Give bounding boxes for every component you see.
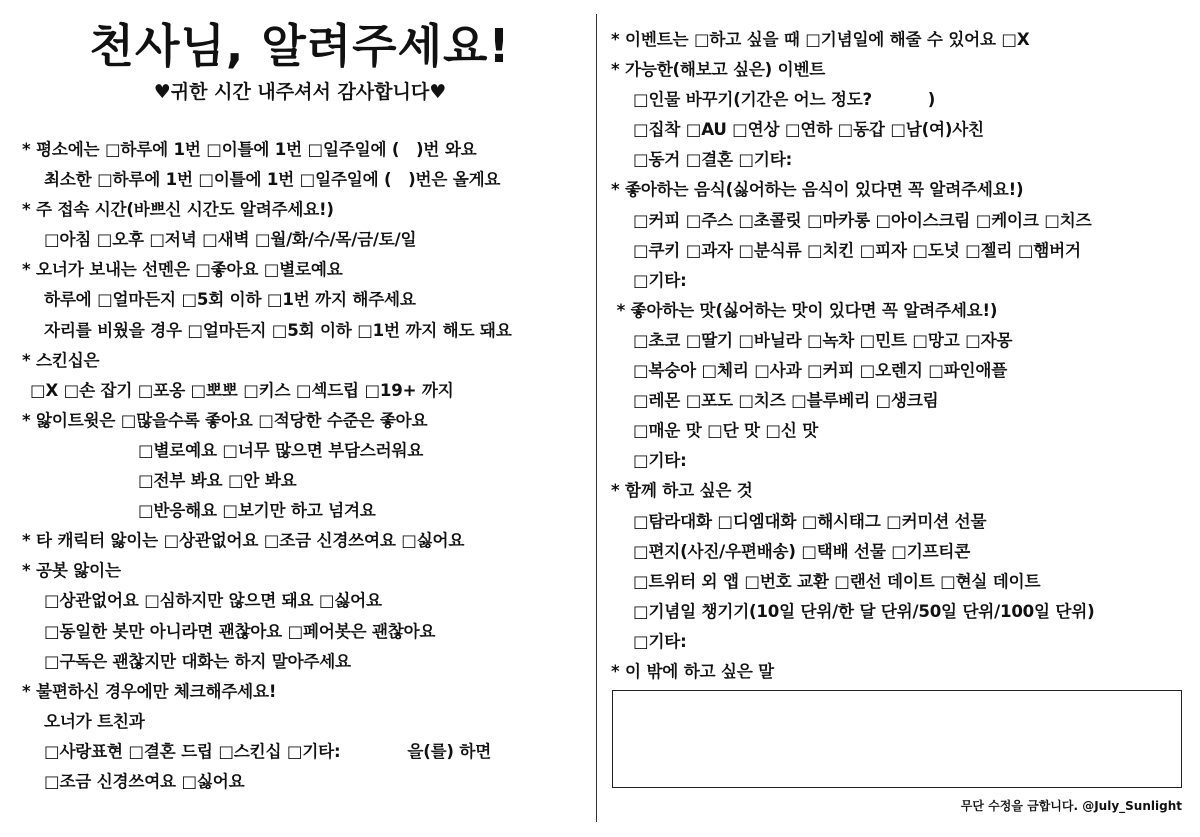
left-question-line[interactable]: □조금 신경쓰여요 □싫어요 bbox=[44, 771, 245, 791]
right-question-line[interactable]: □트위터 외 앱 □번호 교환 □랜선 데이트 □현실 데이트 bbox=[633, 571, 1041, 591]
left-question-line: 오너가 트친과 bbox=[44, 711, 145, 731]
right-question-line[interactable]: □기념일 챙기기(10일 단위/한 달 단위/50일 단위/100일 단위) bbox=[633, 601, 1095, 621]
left-question-line[interactable]: □사랑표현 □결혼 드립 □스킨십 □기타: 을(를) 하면 bbox=[44, 741, 492, 761]
right-question-line[interactable]: □인물 바꾸기(기간은 어느 정도? ) bbox=[633, 90, 936, 110]
free-comment-box[interactable] bbox=[612, 690, 1182, 788]
column-divider bbox=[596, 14, 597, 822]
page-title: 천사님, 알려주세요! bbox=[89, 19, 511, 73]
left-question-line[interactable]: * 앓이트윗은 □많을수록 좋아요 □적당한 수준은 좋아요 bbox=[22, 410, 428, 430]
left-question-line[interactable]: * 타 캐릭터 앓이는 □상관없어요 □조금 신경쓰여요 □싫어요 bbox=[22, 531, 465, 551]
right-question-line[interactable]: □매운 맛 □단 맛 □신 맛 bbox=[633, 421, 819, 441]
left-question-line: * 불편하신 경우에만 체크해주세요! bbox=[22, 681, 277, 701]
right-question-line[interactable]: □탐라대화 □디엠대화 □해시태그 □커미션 선물 bbox=[633, 511, 987, 531]
left-question-line[interactable]: □전부 봐요 □안 봐요 bbox=[138, 471, 297, 491]
right-question-line[interactable]: * 이벤트는 □하고 싶을 때 □기념일에 해줄 수 있어요 □X bbox=[611, 30, 1030, 49]
left-question-line[interactable]: □구독은 괜찮지만 대화는 하지 말아주세요 bbox=[44, 651, 351, 671]
left-question-line[interactable]: □X □손 잡기 □포옹 □뽀뽀 □키스 □섹드립 □19+ 까지 bbox=[30, 380, 454, 400]
right-question-line[interactable]: □초코 □딸기 □바닐라 □녹차 □민트 □망고 □자몽 bbox=[633, 330, 1013, 350]
right-question-line: * 함께 하고 싶은 것 bbox=[611, 481, 753, 501]
left-question-line[interactable]: * 평소에는 □하루에 1번 □이틀에 1번 □일주일에 ( )번 와요 bbox=[22, 140, 477, 159]
left-question-line[interactable]: * 오너가 보내는 선멘은 □좋아요 □별로예요 bbox=[22, 260, 343, 280]
left-question-line: * 공봇 앓이는 bbox=[22, 561, 121, 581]
right-question-line[interactable]: □집착 □AU □연상 □연하 □동갑 □남(여)사친 bbox=[633, 120, 984, 140]
left-column bbox=[22, 135, 587, 797]
left-question-line[interactable]: □상관없어요 □심하지만 않으면 돼요 □싫어요 bbox=[44, 591, 382, 611]
copyright-notice: 무단 수정을 금합니다. @July_Sunlight bbox=[960, 799, 1182, 813]
right-question-line[interactable]: □쿠키 □과자 □분식류 □치킨 □피자 □도넛 □젤리 □햄버거 bbox=[633, 240, 1081, 260]
right-column bbox=[611, 25, 1186, 687]
left-question-line[interactable]: □동일한 봇만 아니라면 괜찮아요 □페어봇은 괜찮아요 bbox=[44, 621, 436, 641]
right-question-line[interactable]: □복숭아 □체리 □사과 □커피 □오렌지 □파인애플 bbox=[633, 361, 1008, 381]
right-question-line: * 이 밖에 하고 싶은 말 bbox=[611, 661, 774, 681]
left-question-line[interactable]: 하루에 □얼마든지 □5회 이하 □1번 까지 해주세요 bbox=[44, 290, 416, 310]
left-question-line[interactable]: □반응해요 □보기만 하고 넘겨요 bbox=[138, 501, 376, 521]
right-question-line[interactable]: □편지(사진/우편배송) □택배 선물 □기프티콘 bbox=[633, 541, 971, 561]
left-question-line[interactable]: 최소한 □하루에 1번 □이틀에 1번 □일주일에 ( )번은 올게요 bbox=[44, 170, 501, 190]
right-question-line: * 좋아하는 맛(싫어하는 맛이 있다면 꼭 알려주세요!) bbox=[611, 300, 998, 320]
right-question-line[interactable]: □레몬 □포도 □치즈 □블루베리 □생크림 bbox=[633, 391, 939, 411]
right-question-line[interactable]: □기타: bbox=[633, 631, 687, 651]
right-question-line[interactable]: □커피 □주스 □초콜릿 □마카롱 □아이스크림 □케이크 □치즈 bbox=[633, 210, 1092, 230]
right-question-line[interactable]: □기타: bbox=[633, 270, 687, 290]
right-question-line: * 가능한(해보고 싶은) 이벤트 bbox=[611, 60, 826, 80]
page-subtitle: ♥귀한 시간 내주셔서 감사합니다♥ bbox=[153, 81, 447, 103]
left-question-line[interactable]: □아침 □오후 □저녁 □새벽 □월/화/수/목/금/토/일 bbox=[44, 230, 417, 250]
right-question-line[interactable]: □동거 □결혼 □기타: bbox=[633, 150, 793, 170]
left-question-line: * 스킨십은 bbox=[22, 350, 100, 370]
right-question-line[interactable]: □기타: bbox=[633, 451, 687, 471]
left-question-line[interactable]: □별로예요 □너무 많으면 부담스러워요 bbox=[138, 440, 424, 460]
right-question-line: * 좋아하는 음식(싫어하는 음식이 있다면 꼭 알려주세요!) bbox=[611, 180, 1024, 200]
left-question-line: * 주 접속 시간(바쁘신 시간도 알려주세요!) bbox=[22, 200, 334, 220]
left-question-line[interactable]: 자리를 비웠을 경우 □얼마든지 □5회 이하 □1번 까지 해도 돼요 bbox=[44, 320, 512, 340]
